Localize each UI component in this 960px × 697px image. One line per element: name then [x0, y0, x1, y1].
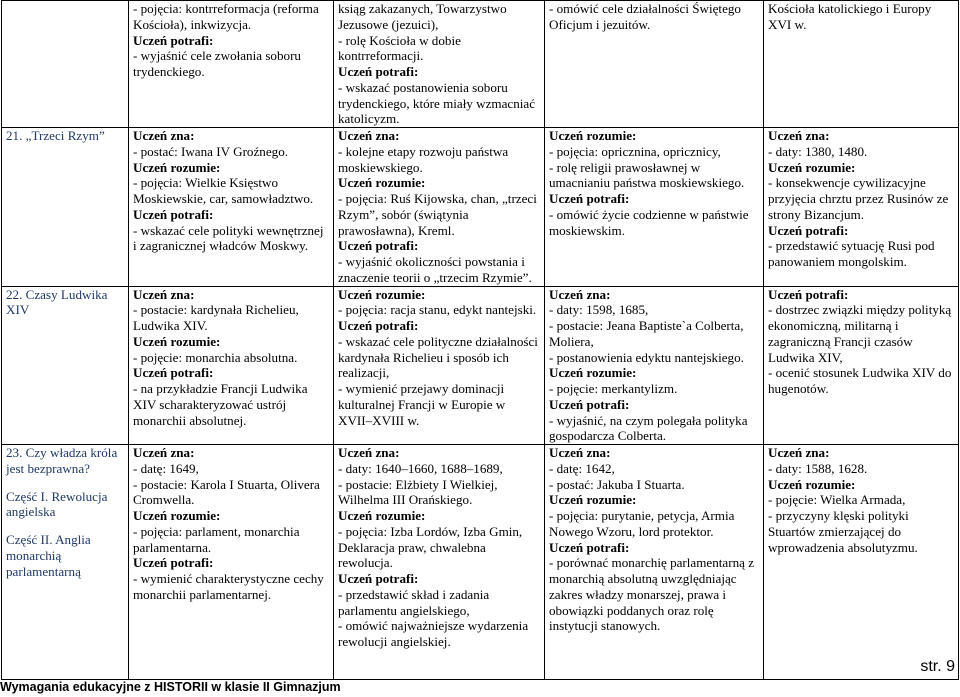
requirement-cell — [764, 445, 959, 680]
requirement-heading: Uczeń potrafi: — [549, 396, 630, 412]
requirement-heading: Uczeń zna: — [338, 128, 400, 143]
requirement-heading: Uczeń rozumie: — [549, 492, 637, 508]
requirement-item: - datę: 1642, — [549, 460, 615, 476]
requirement-item: - pojęcia: opricznina, opricznicy, — [549, 143, 721, 159]
topic-title: Część I. Rewolucja angielska — [6, 488, 108, 520]
requirement-item: - wymienić przejawy dominacji kulturalnej Francji w Europie w XVII–XVIII w. — [338, 381, 506, 428]
requirement-heading: Uczeń potrafi: — [549, 191, 630, 206]
footer-title: Wymagania edukacyjne z HISTORII w klasie II Gimnazjum — [0, 680, 341, 694]
table-row — [2, 286, 959, 445]
requirement-item: - pojęcie: Wielka Armada, — [768, 492, 906, 508]
requirement-item: - daty: 1380, 1480. — [768, 143, 868, 159]
requirement-heading: Uczeń rozumie: — [133, 159, 221, 175]
requirement-heading: Uczeń rozumie: — [338, 508, 426, 523]
requirement-heading: Uczeń rozumie: — [768, 476, 856, 492]
requirement-heading: Uczeń potrafi: — [338, 318, 419, 333]
requirement-item: - dostrzec związki między polityką ekonomiczną, militarną i zagraniczną Francji czasów Ludwika XIV, — [768, 302, 952, 365]
requirement-heading: Uczeń zna: — [338, 445, 400, 460]
requirement-item: - omówić najważniejsze wydarzenia rewolucji angielskiej. — [338, 618, 529, 649]
requirement-item: - wyjaśnić, na czym polegała polityka gospodarcza Colberta. — [549, 412, 748, 444]
table-row — [2, 128, 959, 287]
topic-cell — [2, 128, 129, 287]
requirement-heading: Uczeń zna: — [133, 286, 195, 302]
topic-cell — [2, 1, 129, 128]
requirement-heading: Uczeń potrafi: — [133, 206, 214, 222]
requirement-item: - kolejne etapy rozwoju państwa moskiewskiego. — [338, 143, 509, 175]
requirement-cell — [764, 1, 959, 128]
requirement-heading: Uczeń rozumie: — [549, 128, 637, 143]
requirement-heading: Uczeń zna: — [549, 445, 611, 460]
requirement-heading: Uczeń rozumie: — [549, 365, 637, 381]
topic-title: 23. Czy władza króla jest bezprawna? — [6, 445, 118, 476]
requirement-item: - pojęcia: Ruś Kijowska, chan, „trzeci Rzym”, sobór (świątynia prawosławna), Kreml. — [338, 191, 537, 238]
requirement-heading: Uczeń potrafi: — [338, 238, 419, 254]
table-row — [2, 1, 959, 128]
requirement-item: - datę: 1649, — [133, 460, 199, 476]
requirement-item: - na przykładzie Francji Ludwika XIV scharakteryzować ustrój monarchii absolutnej. — [133, 381, 308, 428]
requirement-cell — [334, 128, 545, 287]
topic-title: Część II. Anglia monarchią parlamentarną — [6, 532, 91, 579]
requirement-cell — [129, 445, 334, 680]
requirement-heading: Uczeń rozumie: — [133, 333, 221, 349]
requirement-item: - wskazać cele polityki wewnętrznej i zagranicznej władców Moskwy. — [133, 222, 324, 254]
requirement-item: - postanowienia edyktu nantejskiego. — [549, 349, 744, 365]
requirement-heading: Uczeń potrafi: — [338, 64, 419, 79]
requirement-item: - wymienić charakterystyczne cechy monarchii parlamentarnej. — [133, 571, 324, 602]
requirement-heading: Uczeń zna: — [133, 445, 195, 460]
requirement-item: - wyjaśnić cele zwołania soboru trydenckiego. — [133, 48, 301, 79]
requirement-heading: Uczeń zna: — [768, 445, 830, 460]
requirement-heading: Uczeń rozumie: — [768, 159, 856, 175]
requirement-heading: Uczeń potrafi: — [338, 571, 419, 586]
requirement-item: - wskazać postanowienia soboru trydenckiego, które miały wzmacniać katolicyzm. — [338, 79, 536, 127]
requirement-item: - wskazać cele polityczne działalności kardynała Richelieu i sposób ich realizacji, — [338, 333, 538, 381]
requirement-heading: Uczeń zna: — [768, 128, 830, 143]
requirement-item: - ocenić stosunek Ludwika XIV do hugenotów. — [768, 365, 952, 396]
requirement-cell — [545, 1, 764, 128]
requirement-item: - rolę religii prawosławnej w umacnianiu państwa moskiewskiego. — [549, 159, 745, 191]
requirement-item: - przedstawić skład i zadania parlamentu angielskiego, — [338, 586, 490, 618]
requirement-item: - daty: 1598, 1685, — [549, 302, 649, 318]
requirement-heading: Uczeń potrafi: — [133, 32, 214, 48]
requirement-item: - przyczyny klęski polityki Stuartów zmierzającej do wprowadzenia absolutyzmu. — [768, 508, 918, 555]
requirement-item: - postać: Iwana IV Groźnego. — [133, 143, 289, 159]
requirement-item: - postacie: Karola I Stuarta, Olivera Cromwella. — [133, 476, 320, 508]
requirement-item: ksiąg zakazanych, Towarzystwo Jezusowe (jezuici), — [338, 1, 507, 32]
requirements-table — [1, 0, 959, 680]
requirement-cell — [334, 445, 545, 680]
requirement-item: - pojęcie: merkantylizm. — [549, 381, 678, 396]
requirement-item: - postacie: Jeana Baptiste`a Colberta, Moliera, — [549, 318, 744, 349]
requirement-item: - pojęcia: racja stanu, edykt nantejski. — [338, 302, 537, 318]
requirement-item: - pojęcie: monarchia absolutna. — [133, 349, 298, 365]
requirement-item: - postacie: Elżbiety I Wielkiej, Wilhelma III Orańskiego. — [338, 476, 498, 508]
requirement-cell — [545, 445, 764, 680]
requirement-cell — [545, 128, 764, 287]
requirement-item: Kościoła katolickiego i Europy XVI w. — [768, 1, 932, 32]
requirement-item: - omówić życie codzienne w państwie moskiewskim. — [549, 206, 749, 238]
page-number: str. 9 — [920, 658, 955, 675]
requirement-item: - porównać monarchię parlamentarną z monarchią absolutną uwzględniając zakres władzy monarszej, prawa i obowiązki poddanych oraz rolę instytucji stanowych. — [549, 555, 755, 634]
requirement-heading: Uczeń potrafi: — [133, 365, 214, 381]
requirement-item: - przedstawić sytuację Rusi pod panowaniem mongolskim. — [768, 238, 935, 269]
requirement-heading: Uczeń potrafi: — [768, 286, 849, 302]
topic-cell — [2, 445, 129, 680]
requirement-heading: Uczeń zna: — [549, 286, 611, 302]
requirement-item: - pojęcia: Izba Lordów, Izba Gmin, Deklaracja praw, chwalebna rewolucja. — [338, 523, 523, 571]
requirement-item: - daty: 1640–1660, 1688–1689, — [338, 460, 503, 476]
requirement-item: - pojęcia: Wielkie Księstwo Moskiewskie, car, samowładztwo. — [133, 175, 314, 206]
requirement-heading: Uczeń potrafi: — [768, 222, 849, 238]
requirement-heading: Uczeń potrafi: — [133, 555, 214, 571]
table-row — [2, 445, 959, 680]
requirement-item: - pojęcia: parlament, monarchia parlamentarna. — [133, 523, 300, 555]
requirement-heading: Uczeń rozumie: — [338, 175, 426, 191]
requirement-cell — [129, 286, 334, 445]
requirement-item: - konsekwencje cywilizacyjne przyjęcia chrztu przez Rusinów ze strony Bizancjum. — [768, 175, 949, 222]
requirement-cell — [764, 128, 959, 287]
requirement-item: - postacie: kardynała Richelieu, Ludwika XIV. — [133, 302, 299, 333]
requirement-cell — [334, 286, 545, 445]
requirement-item: - daty: 1588, 1628. — [768, 460, 868, 476]
requirement-cell — [764, 286, 959, 445]
requirement-item: - pojęcia: purytanie, petycja, Armia Nowego Wzoru, lord protektor. — [549, 508, 735, 539]
topic-title: 22. Czasy Ludwika XIV — [6, 286, 108, 318]
requirement-heading: Uczeń potrafi: — [549, 539, 630, 555]
topic-title: 21. „Trzeci Rzym” — [6, 128, 105, 143]
requirement-cell — [545, 286, 764, 445]
requirement-heading: Uczeń rozumie: — [338, 286, 426, 302]
requirement-item: - omówić cele działalności Świętego Oficjum i jezuitów. — [549, 1, 741, 32]
requirement-cell — [129, 1, 334, 128]
topic-cell — [2, 286, 129, 445]
requirement-cell — [129, 128, 334, 287]
requirement-cell — [334, 1, 545, 128]
requirement-item: - pojęcia: kontrreformacja (reforma Kościoła), inkwizycja. — [133, 1, 319, 32]
requirement-heading: Uczeń rozumie: — [133, 508, 221, 523]
requirement-item: - wyjaśnić okoliczności powstania i znaczenie teorii o „trzecim Rzymie”. — [338, 254, 532, 285]
requirement-item: - postać: Jakuba I Stuarta. — [549, 476, 685, 492]
requirement-item: - rolę Kościoła w dobie kontrreformacji. — [338, 32, 461, 64]
requirement-heading: Uczeń zna: — [133, 128, 195, 143]
